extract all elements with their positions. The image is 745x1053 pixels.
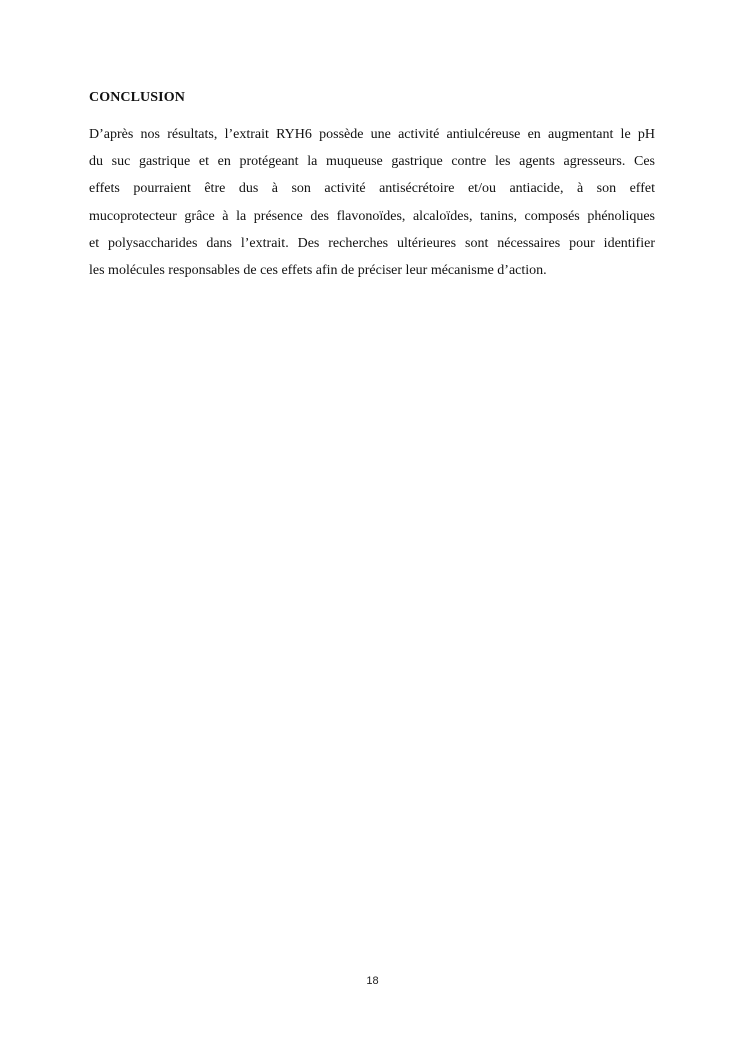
paragraph-line: effets pourraient être dus à son activité antisécrétoire et/ou antiacide, à son effet	[89, 181, 655, 197]
paragraph-line: D’après nos résultats, l’extrait RYH6 possède une activité antiulcéreuse en augmentant le pH	[89, 127, 655, 142]
page-number: 18	[366, 975, 379, 987]
section-heading: CONCLUSION	[89, 90, 185, 105]
paragraph-line: les molécules responsables de ces effets afin de préciser leur mécanisme d’action.	[89, 263, 547, 279]
paragraph-line: du suc gastrique et en protégeant la muqueuse gastrique contre les agents agresseurs. Ces	[89, 154, 655, 170]
conclusion-paragraph	[89, 121, 655, 284]
paragraph-line: mucoprotecteur grâce à la présence des flavonoïdes, alcaloïdes, tanins, composés phénoliques	[89, 208, 655, 224]
paragraph-line: et polysaccharides dans l’extrait. Des recherches ultérieures sont nécessaires pour identifier	[89, 235, 655, 251]
